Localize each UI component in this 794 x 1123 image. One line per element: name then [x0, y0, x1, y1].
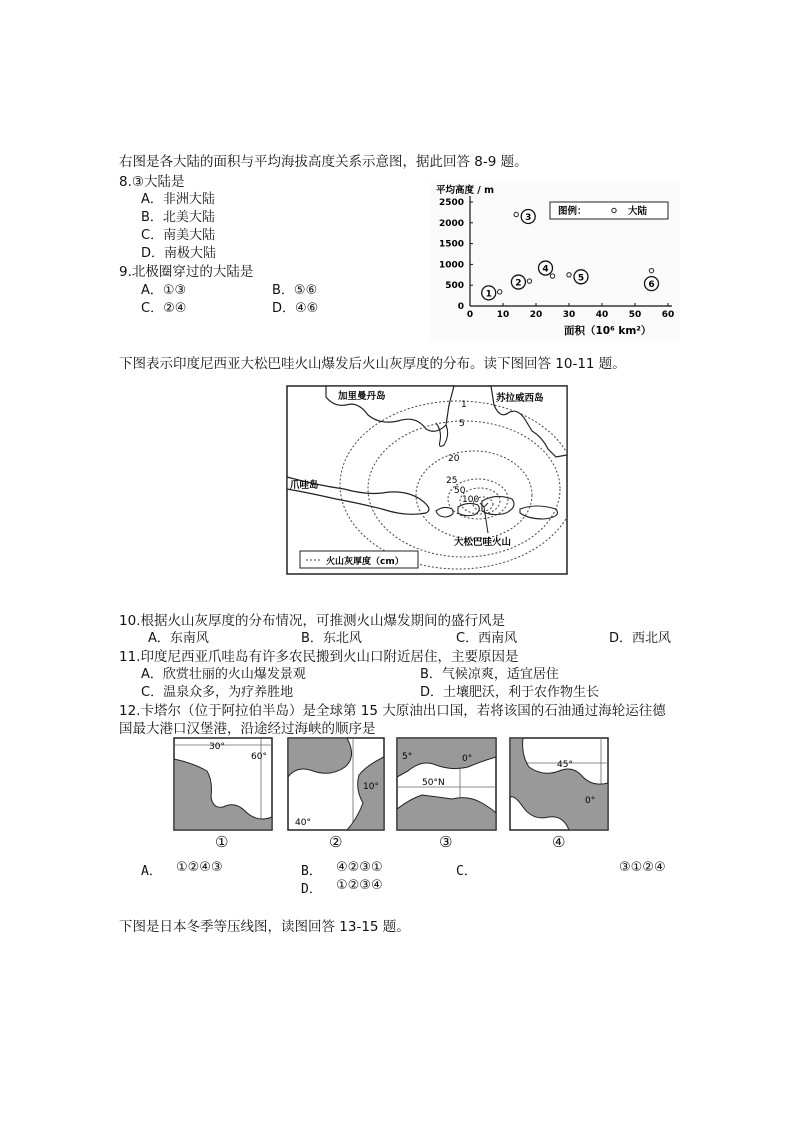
map3-lat-label: 50°N [422, 778, 445, 788]
contour-label-20: 20 [448, 454, 460, 464]
map-number-2: ② [329, 833, 343, 851]
label-sulawesi: 苏拉威西岛 [496, 393, 544, 404]
q10-option-d: D．西北风 [609, 631, 672, 646]
y-tick-label: 2000 [438, 218, 464, 229]
point-label: 5 [577, 273, 585, 284]
q9-stem: 9.北极圈穿过的大陆是 [119, 264, 254, 280]
q11-option-d: D．土壤肥沃，利于农作物生长 [420, 685, 600, 700]
q11-option-c: C．温泉众多，为疗养胜地 [141, 685, 294, 700]
q9-option-b: B．⑤⑥ [272, 283, 318, 298]
contour-label-1: 1 [461, 400, 467, 410]
q11-option-b: B．气候凉爽，适宜居住 [420, 667, 559, 682]
q10-stem: 10.根据火山灰厚度的分布情况，可推测火山爆发期间的盛行风是 [119, 613, 505, 629]
x-tick-label: 60 [661, 310, 675, 320]
x-tick-label: 20 [529, 310, 543, 320]
y-tick-label: 1000 [438, 260, 464, 271]
map-number-3: ③ [439, 833, 453, 851]
intro-10-11: 下图表示印度尼西亚大松巴哇火山爆发后火山灰厚度的分布。读下图回答 10-11 题。 [119, 356, 626, 372]
map1-lat-label: 30° [209, 742, 225, 752]
map2-lon-label: 40° [295, 818, 311, 828]
q12-option-d-text: ①②③④ [336, 878, 383, 893]
legend-item: 大陆 [628, 206, 648, 217]
y-tick-label: 0 [457, 302, 464, 312]
label-kalimantan: 加里曼丹岛 [338, 391, 386, 402]
q8-option-b: B．北美大陆 [141, 210, 215, 225]
contour-label-50: 50 [454, 486, 466, 496]
x-tick-label: 50 [628, 310, 642, 320]
map3-lon-label-b: 0° [462, 754, 473, 764]
map2-lat-label: 10° [363, 782, 379, 792]
map-number-4: ④ [552, 833, 566, 851]
q12-option-b-text: ④②③① [336, 860, 383, 875]
q12-option-a-letter: A． [141, 864, 162, 879]
q8-option-a: A．非洲大陆 [141, 192, 215, 207]
label-java: 爪哇岛 [290, 480, 319, 491]
q9-option-d: D．④⑥ [272, 301, 319, 316]
x-tick-label: 0 [466, 310, 474, 320]
strait-map-2 [287, 737, 385, 831]
y-tick-label: 500 [445, 281, 464, 292]
legend-title: 图例： [558, 206, 587, 217]
point-label: 6 [648, 280, 655, 291]
y-tick-label: 2500 [438, 198, 464, 208]
strait-map-4 [509, 737, 609, 831]
q8-option-c: C．南美大陆 [141, 228, 216, 243]
contour-label-100: 100 [462, 495, 480, 505]
q12-option-d-letter: D． [301, 882, 322, 897]
q9-option-c: C．②④ [141, 301, 187, 316]
point-label: 4 [542, 264, 549, 275]
label-tambora: 大松巴哇火山 [454, 537, 512, 548]
q12-option-b-letter: B． [301, 864, 322, 879]
strait-map-1 [173, 737, 273, 831]
q11-stem: 11.印度尼西亚爪哇岛有许多农民搬到火山口附近居住，主要原因是 [119, 649, 519, 665]
q12-stem-line2: 国最大港口汉堡港，沿途经过海峡的顺序是 [119, 721, 376, 737]
contour-label-5: 5 [459, 419, 465, 429]
point-label: 3 [525, 212, 532, 223]
q12-option-c-text: ③①②④ [619, 860, 666, 875]
volcanic-ash-map [286, 385, 568, 575]
ash-legend-label: 火山灰厚度（cm） [326, 557, 404, 567]
x-tick-label: 30 [562, 310, 576, 320]
strait-map-3 [396, 737, 497, 831]
continent-area-height-chart [430, 182, 680, 340]
point-label: 2 [515, 278, 522, 289]
x-tick-label: 10 [496, 310, 510, 320]
q11-option-a: A．欣赏壮丽的火山爆发景观 [141, 667, 306, 682]
map3-lon-label-a: 5° [402, 752, 413, 762]
q12-stem-line1: 12.卡塔尔（位于阿拉伯半岛）是全球第 15 大原油出口国，若将该国的石油通过海轮运往德 [119, 703, 666, 719]
q12-option-c-letter: C． [456, 864, 477, 879]
intro-8-9: 右图是各大陆的面积与平均海拔高度关系示意图，据此回答 8-9 题。 [119, 154, 528, 170]
map-number-1: ① [215, 833, 229, 851]
x-tick-label: 40 [595, 310, 609, 320]
q10-option-a: A．东南风 [148, 631, 209, 646]
chart-ylabel: 平均高度 / m [436, 185, 494, 196]
point-label: 1 [485, 289, 492, 300]
q8-option-d: D．南极大陆 [141, 246, 217, 261]
map1-lon-label: 60° [251, 752, 267, 762]
q9-option-a: A．①③ [141, 283, 187, 298]
q12-option-a-text: ①②④③ [176, 860, 223, 875]
q8-stem: 8.③大陆是 [119, 174, 185, 190]
map4-lon-label: 0° [585, 796, 596, 806]
map4-lat-label: 45° [557, 760, 573, 770]
intro-13-15: 下图是日本冬季等压线图，读图回答 13-15 题。 [119, 919, 410, 935]
q10-option-b: B．东北风 [301, 631, 362, 646]
chart-xlabel: 面积（10⁶ km²） [564, 325, 652, 337]
contour-label-25: 25 [446, 476, 458, 486]
y-tick-label: 1500 [438, 239, 464, 250]
q10-option-c: C．西南风 [456, 631, 518, 646]
